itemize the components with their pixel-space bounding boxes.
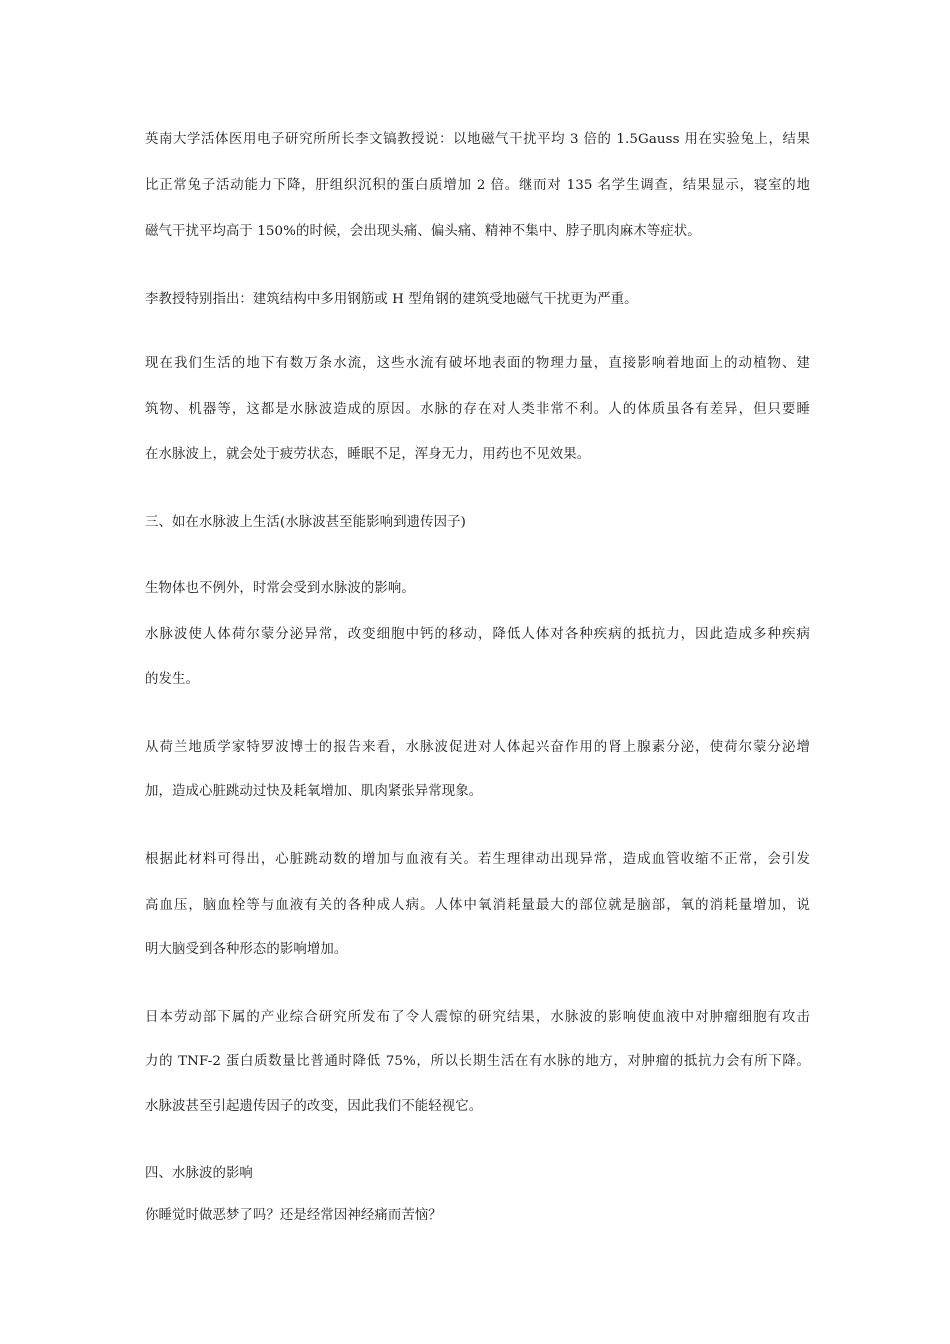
text-line: 水脉波使人体荷尔蒙分泌异常，改变细胞中钙的移动，降低人体对各种疾病的抵抗力，因此造成多种疾病 — [145, 627, 810, 642]
text-line: 现在我们生活的地下有数万条水流，这些水流有破坏地表面的物理力量，直接影响着地面上的动植物、建 — [145, 356, 810, 371]
text-line: 的发生。 — [145, 672, 199, 687]
text-line: 李教授特别指出：建筑结构中多用钢筋或 H 型角钢的建筑受地磁气干扰更为严重。 — [145, 292, 638, 307]
text-line: 日本劳动部下属的产业综合研究所发布了令人震惊的研究结果，水脉波的影响使血液中对肿瘤细胞有攻击 — [145, 1010, 810, 1025]
text-line: 比正常兔子活动能力下降，肝组织沉积的蛋白质增加 2 倍。继而对 135 名学生调查，结果显示，寝室的地 — [145, 178, 810, 193]
text-line: 力的 TNF-2 蛋白质数量比普通时降低 75%，所以长期生活在有水脉的地方，对肿瘤的抵抗力会有所下降。 — [145, 1054, 810, 1069]
section-heading: 三、如在水脉波上生活(水脉波甚至能影响到遗传因子) — [145, 515, 466, 530]
text-line: 高血压，脑血栓等与血液有关的各种成人病。人体中氧消耗量最大的部位就是脑部，氧的消耗量增加，说 — [145, 898, 810, 913]
text-line: 加，造成心脏跳动过快及耗氧增加、肌肉紧张异常现象。 — [145, 784, 483, 799]
text-line: 从荷兰地质学家特罗波博士的报告来看，水脉波促进对人体起兴奋作用的肾上腺素分泌，使荷尔蒙分泌增 — [145, 740, 810, 755]
text-line: 磁气干扰平均高于 150%的时候，会出现头痛、偏头痛、精神不集中、脖子肌肉麻木等症状。 — [145, 224, 701, 239]
text-line: 根据此材料可得出，心脏跳动数的增加与血液有关。若生理律动出现异常，造成血管收缩不正常，会引发 — [145, 852, 810, 867]
text-line: 英南大学活体医用电子研究所所长李文镐教授说：以地磁气干扰平均 3 倍的 1.5Gauss 用在实验兔上，结果 — [145, 132, 810, 147]
section-heading: 四、水脉波的影响 — [145, 1166, 253, 1181]
text-line: 在水脉波上，就会处于疲劳状态，睡眠不足，浑身无力，用药也不见效果。 — [145, 447, 591, 462]
text-line: 筑物、机器等，这都是水脉波造成的原因。水脉的存在对人类非常不利。人的体质虽各有差异，但只要睡 — [145, 402, 810, 417]
text-line: 你睡觉时做恶梦了吗？还是经常因神经痛而苦恼？ — [145, 1208, 442, 1223]
text-line: 明大脑受到各种形态的影响增加。 — [145, 942, 348, 957]
text-line: 生物体也不例外，时常会受到水脉波的影响。 — [145, 581, 415, 596]
text-line: 水脉波甚至引起遗传因子的改变，因此我们不能轻视它。 — [145, 1099, 483, 1114]
